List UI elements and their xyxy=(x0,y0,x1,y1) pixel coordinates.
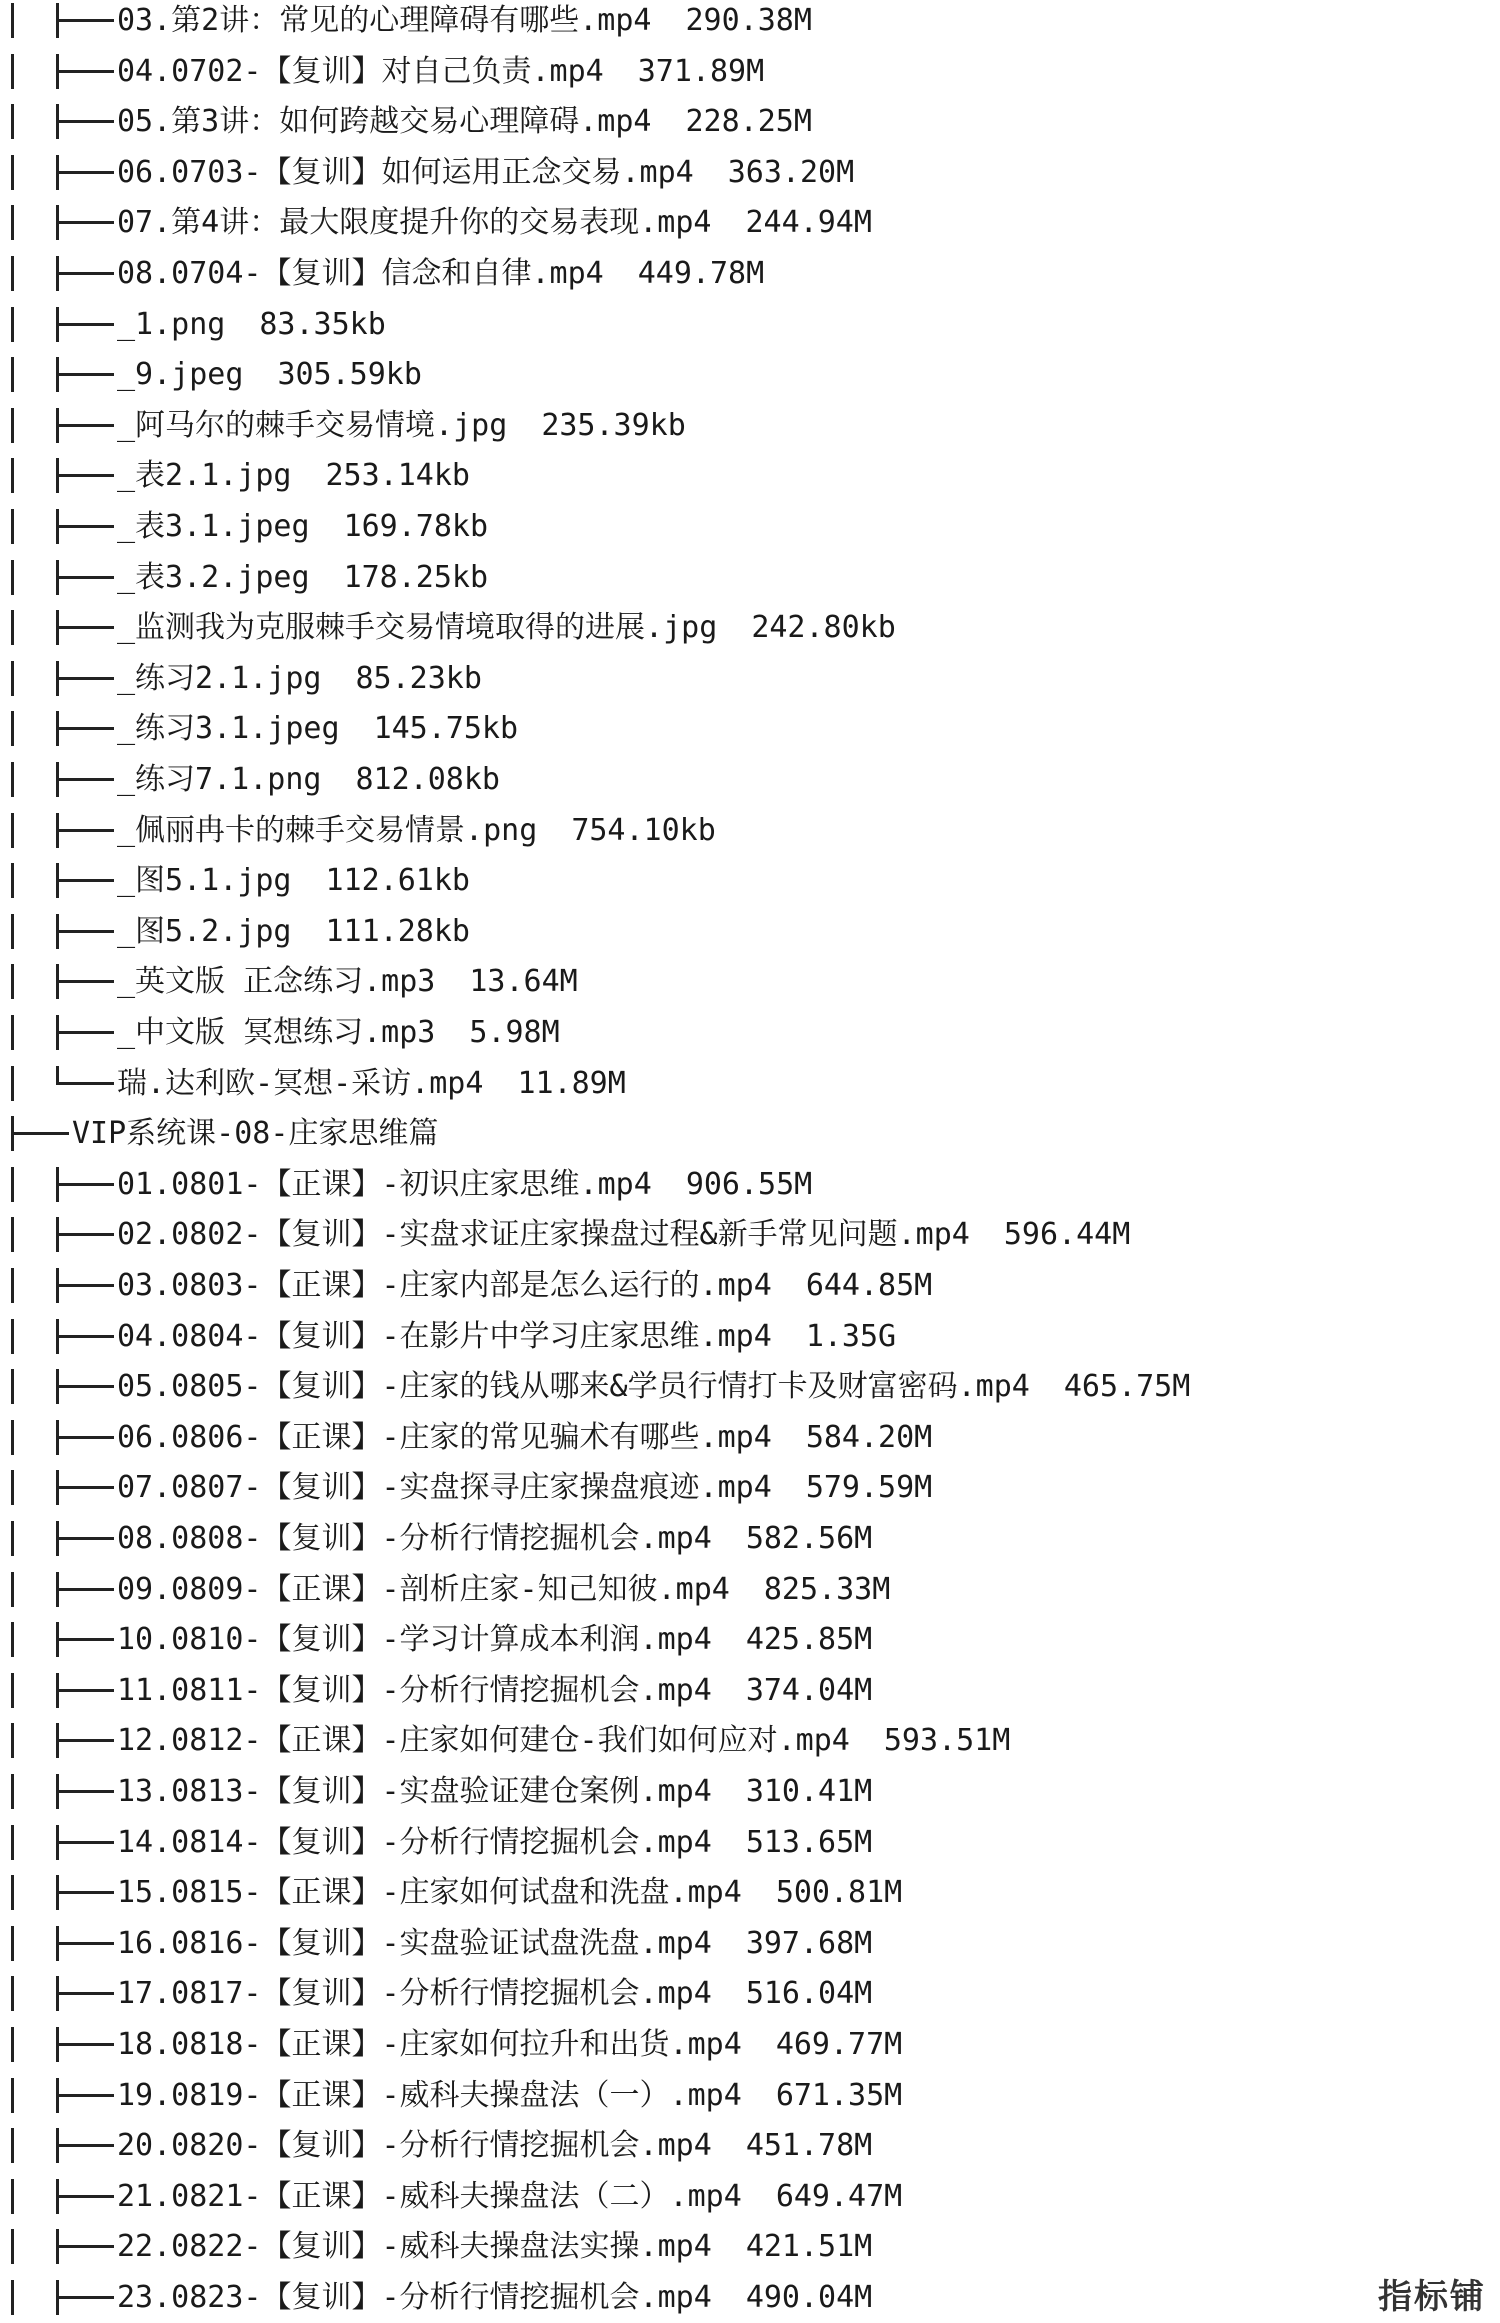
tree-file-row[interactable] xyxy=(0,906,1500,957)
tree-file-row[interactable] xyxy=(0,1159,1500,1210)
tree-file-row[interactable] xyxy=(0,197,1500,248)
file-entry-text xyxy=(117,1007,560,1058)
tree-file-row[interactable] xyxy=(0,96,1500,147)
tree-guide-line xyxy=(11,610,14,645)
tree-guide-line xyxy=(11,1470,14,1505)
file-name: 17.0817-【复训】-分析行情挖掘机会.mp4 xyxy=(117,1976,712,2012)
tree-file-row[interactable] xyxy=(0,602,1500,653)
tree-guide-line xyxy=(11,256,14,291)
file-name: 13.0813-【复训】-实盘验证建仓案例.mp4 xyxy=(117,1774,712,1809)
tree-file-row[interactable] xyxy=(0,0,1500,46)
file-entry-text xyxy=(117,46,764,97)
tree-guide-line xyxy=(11,1825,14,1860)
file-size: 584.20M xyxy=(805,1419,933,1455)
file-name: 05.0805-【复训】-庄家的钱从哪来&学员行情打卡及财富密码.mp4 xyxy=(117,1369,1030,1405)
file-size: 451.78M xyxy=(745,2128,873,2164)
tree-guide-line xyxy=(11,711,14,746)
file-entry-text xyxy=(117,248,764,299)
file-name: 08.0704-【复训】信念和自律.mp4 xyxy=(117,256,604,291)
file-name: 08.0808-【复训】-分析行情挖掘机会.mp4 xyxy=(117,1521,712,1556)
file-entry-text xyxy=(117,2070,902,2121)
file-entry-text xyxy=(117,2272,872,2323)
tree-folder-row[interactable] xyxy=(0,1108,1500,1159)
file-size: 1.35G xyxy=(805,1318,897,1354)
tree-file-row[interactable] xyxy=(0,1817,1500,1868)
file-size: 371.89M xyxy=(637,53,765,89)
file-entry-text xyxy=(117,2120,872,2171)
file-entry-text xyxy=(117,1867,902,1918)
tree-guide-line xyxy=(11,1774,14,1809)
file-entry-text xyxy=(117,197,872,248)
file-size: 178.25kb xyxy=(343,559,489,595)
file-name: _阿马尔的棘手交易情境.jpg xyxy=(117,407,508,443)
file-size: 83.35kb xyxy=(259,306,386,342)
tree-file-row[interactable] xyxy=(0,1564,1500,1615)
tree-file-row[interactable] xyxy=(0,2070,1500,2121)
tree-file-row[interactable] xyxy=(0,450,1500,501)
file-name: 12.0812-【正课】-庄家如何建仓-我们如何应对.mp4 xyxy=(117,1723,850,1759)
tree-guide-line xyxy=(11,1369,14,1404)
file-name: 04.0804-【复训】-在影片中学习庄家思维.mp4 xyxy=(117,1318,772,1354)
file-name: _图5.1.jpg xyxy=(117,863,292,899)
file-size: 85.23kb xyxy=(355,660,482,696)
tree-file-row[interactable] xyxy=(0,299,1500,350)
tree-file-row[interactable] xyxy=(0,1715,1500,1766)
tree-guide-line xyxy=(11,1420,14,1455)
tree-guide-line xyxy=(11,1572,14,1607)
file-size: 825.33M xyxy=(763,1571,891,1607)
tree-guide-line xyxy=(11,458,14,493)
tree-guide-line xyxy=(11,560,14,595)
file-name: 10.0810-【复训】-学习计算成本利润.mp4 xyxy=(117,1622,712,1658)
tree-file-row[interactable] xyxy=(0,248,1500,299)
file-entry-text xyxy=(117,1159,812,1210)
tree-guide-line xyxy=(11,155,14,190)
file-entry-text xyxy=(117,1614,872,1665)
tree-guide-line xyxy=(11,307,14,342)
file-size: 579.59M xyxy=(805,1470,933,1506)
tree-guide-line xyxy=(11,1926,14,1961)
file-name: 06.0806-【正课】-庄家的常见骗术有哪些.mp4 xyxy=(117,1419,772,1455)
file-size: 644.85M xyxy=(805,1268,933,1303)
tree-file-row[interactable] xyxy=(0,147,1500,198)
file-size: 253.14kb xyxy=(325,458,470,494)
file-size: 13.64M xyxy=(469,964,578,1000)
file-size: 582.56M xyxy=(745,1521,873,1556)
file-size: 112.61kb xyxy=(325,863,470,899)
tree-guide-line xyxy=(11,661,14,696)
file-name: _中文版 冥想练习.mp3 xyxy=(117,1015,436,1050)
tree-guide-line xyxy=(11,1167,14,1202)
tree-file-row[interactable] xyxy=(0,653,1500,704)
file-entry-text xyxy=(117,1209,1130,1260)
file-size: 242.80kb xyxy=(751,610,896,646)
tree-file-row[interactable] xyxy=(0,1007,1500,1058)
file-name: 21.0821-【正课】-威科夫操盘法（二）.mp4 xyxy=(117,2178,742,2214)
file-size: 593.51M xyxy=(883,1723,1011,1759)
tree-guide-line xyxy=(11,357,14,392)
file-size: 5.98M xyxy=(469,1015,560,1050)
file-size: 421.51M xyxy=(745,2229,873,2265)
file-entry-text xyxy=(117,501,488,552)
file-entry-text xyxy=(117,2019,902,2070)
tree-file-row[interactable] xyxy=(0,400,1500,451)
file-entry-text xyxy=(117,2171,902,2222)
tree-file-row[interactable] xyxy=(0,1614,1500,1665)
tree-guide-line xyxy=(11,1521,14,1556)
file-size: 397.68M xyxy=(745,1925,873,1961)
file-size: 516.04M xyxy=(745,1976,873,2012)
file-name: 16.0816-【复训】-实盘验证试盘洗盘.mp4 xyxy=(117,1925,712,1961)
tree-file-row[interactable] xyxy=(0,1361,1500,1412)
file-name: _9.jpeg xyxy=(117,357,244,393)
tree-file-row[interactable] xyxy=(0,1867,1500,1918)
file-name: 20.0820-【复训】-分析行情挖掘机会.mp4 xyxy=(117,2128,712,2164)
file-name: _1.png xyxy=(117,306,226,342)
file-entry-text xyxy=(117,1462,932,1513)
file-entry-text xyxy=(117,1311,896,1362)
tree-file-row[interactable] xyxy=(0,1209,1500,1260)
tree-guide-line xyxy=(11,863,14,898)
tree-guide-line xyxy=(11,2027,14,2062)
file-name: 07.第4讲：最大限度提升你的交易表现.mp4 xyxy=(117,205,712,241)
file-entry-text xyxy=(117,653,482,704)
file-size: 500.81M xyxy=(775,1875,903,1911)
tree-guide-line xyxy=(11,2229,14,2264)
file-name: _表3.2.jpeg xyxy=(117,559,310,595)
tree-guide-line xyxy=(11,1622,14,1657)
file-size: 671.35M xyxy=(775,2077,903,2113)
file-entry-text xyxy=(117,2221,872,2272)
file-size: 649.47M xyxy=(775,2178,903,2214)
tree-guide-line xyxy=(11,104,14,139)
file-entry-text xyxy=(117,96,812,147)
file-name: 03.0803-【正课】-庄家内部是怎么运行的.mp4 xyxy=(117,1268,772,1303)
tree-guide-line xyxy=(11,1319,14,1354)
tree-guide-line xyxy=(11,762,14,797)
file-entry-text xyxy=(117,754,500,805)
file-size: 374.04M xyxy=(745,1672,873,1708)
file-size: 228.25M xyxy=(685,104,812,140)
tree-file-row[interactable] xyxy=(0,855,1500,906)
file-entry-text xyxy=(117,805,716,856)
tree-file-row[interactable] xyxy=(0,2272,1500,2323)
tree-guide-line xyxy=(11,3,14,38)
file-entry-text xyxy=(117,1817,872,1868)
file-name: _佩丽冉卡的棘手交易情景.png xyxy=(117,812,538,848)
file-name: 瑞.达利欧-冥想-采访.mp4 xyxy=(117,1065,484,1101)
tree-file-row[interactable] xyxy=(0,1918,1500,1969)
file-entry-text xyxy=(117,1918,872,1969)
tree-file-row[interactable] xyxy=(0,501,1500,552)
tree-file-row[interactable] xyxy=(0,1311,1500,1362)
tree-file-row[interactable] xyxy=(0,2120,1500,2171)
file-entry-text xyxy=(117,602,896,653)
file-name: _练习7.1.png xyxy=(117,762,322,797)
file-name: _英文版 正念练习.mp3 xyxy=(117,964,436,1000)
file-name: 07.0807-【复训】-实盘探寻庄家操盘痕迹.mp4 xyxy=(117,1470,772,1506)
file-entry-text xyxy=(117,1766,872,1817)
tree-file-row[interactable] xyxy=(0,1260,1500,1311)
tree-guide-line xyxy=(11,2128,14,2163)
tree-guide-line xyxy=(11,205,14,240)
file-size: 169.78kb xyxy=(343,509,489,544)
file-size: 425.85M xyxy=(745,1622,873,1658)
file-entry-text xyxy=(117,703,518,754)
file-entry-text xyxy=(117,1715,1010,1766)
file-name: 06.0703-【复训】如何运用正念交易.mp4 xyxy=(117,154,694,190)
tree-file-row[interactable] xyxy=(0,1412,1500,1463)
tree-guide-line xyxy=(11,964,14,999)
tree-guide-line xyxy=(11,2280,14,2315)
file-size: 754.10kb xyxy=(571,812,716,848)
file-size: 145.75kb xyxy=(373,711,519,747)
file-name: 19.0819-【正课】-威科夫操盘法（一）.mp4 xyxy=(117,2077,742,2113)
file-entry-text xyxy=(117,1058,626,1109)
tree-file-row[interactable] xyxy=(0,956,1500,1007)
file-entry-text xyxy=(117,552,488,603)
file-name: _监测我为克服棘手交易情境取得的进展.jpg xyxy=(117,610,718,646)
tree-file-row[interactable] xyxy=(0,1513,1500,1564)
file-name: 15.0815-【正课】-庄家如何试盘和洗盘.mp4 xyxy=(117,1875,742,1911)
tree-guide-line xyxy=(11,408,14,443)
file-size: 244.94M xyxy=(745,205,872,241)
tree-guide-line xyxy=(11,914,14,949)
file-name: _练习3.1.jpeg xyxy=(117,711,340,747)
tree-file-row[interactable] xyxy=(0,805,1500,856)
file-name: _图5.2.jpg xyxy=(117,913,292,949)
file-entry-text xyxy=(117,906,470,957)
tree-guide-line xyxy=(11,1976,14,2011)
file-size: 490.04M xyxy=(745,2280,873,2315)
tree-guide-line xyxy=(11,1268,14,1303)
file-size: 11.89M xyxy=(517,1065,626,1101)
file-size: 449.78M xyxy=(637,256,765,291)
file-name: 02.0802-【复训】-实盘求证庄家操盘过程&新手常见问题.mp4 xyxy=(117,1217,970,1253)
file-entry-text xyxy=(117,855,470,906)
tree-file-row[interactable] xyxy=(0,1968,1500,2019)
file-name: 11.0811-【复训】-分析行情挖掘机会.mp4 xyxy=(117,1672,712,1708)
watermark-logo: 指标铺 xyxy=(1378,2277,1486,2317)
file-name: _练习2.1.jpg xyxy=(117,660,322,696)
folder-name: VIP系统课-08-庄家思维篇 xyxy=(72,1116,439,1152)
tree-guide-line xyxy=(11,813,14,848)
file-size: 290.38M xyxy=(685,3,812,38)
tree-guide-line xyxy=(11,509,14,544)
tree-guide-line xyxy=(11,1217,14,1252)
file-entry-text xyxy=(117,1513,872,1564)
file-size: 906.55M xyxy=(685,1166,813,1202)
tree-file-row[interactable] xyxy=(0,754,1500,805)
tree-guide-line xyxy=(11,1673,14,1708)
file-name: 05.第3讲：如何跨越交易心理障碍.mp4 xyxy=(117,104,652,140)
file-name: 22.0822-【复训】-威科夫操盘法实操.mp4 xyxy=(117,2229,712,2265)
tree-file-row[interactable] xyxy=(0,349,1500,400)
file-entry-text xyxy=(117,1361,1190,1412)
file-entry-text xyxy=(117,349,422,400)
file-name: 01.0801-【正课】-初识庄家思维.mp4 xyxy=(117,1166,652,1202)
file-entry-text xyxy=(117,299,386,350)
file-entry-text xyxy=(117,1564,890,1615)
file-name: 14.0814-【复训】-分析行情挖掘机会.mp4 xyxy=(117,1824,712,1860)
tree-file-row[interactable] xyxy=(0,2221,1500,2272)
file-entry-text xyxy=(117,147,854,198)
file-entry-text xyxy=(117,1412,932,1463)
file-size: 305.59kb xyxy=(277,357,422,393)
file-size: 596.44M xyxy=(1003,1217,1131,1253)
file-name: 03.第2讲：常见的心理障碍有哪些.mp4 xyxy=(117,3,652,38)
file-entry-text xyxy=(117,1260,932,1311)
tree-guide-line xyxy=(11,1015,14,1050)
tree-guide-line xyxy=(11,1875,14,1910)
tree-file-row[interactable] xyxy=(0,1766,1500,1817)
tree-file-row[interactable] xyxy=(0,1058,1500,1109)
tree-file-row[interactable] xyxy=(0,703,1500,754)
file-size: 469.77M xyxy=(775,2027,903,2062)
file-size: 235.39kb xyxy=(541,407,686,443)
file-name: 18.0818-【正课】-庄家如何拉升和出货.mp4 xyxy=(117,2027,742,2062)
file-size: 111.28kb xyxy=(325,913,470,949)
file-size: 465.75M xyxy=(1063,1369,1191,1405)
tree-guide-line xyxy=(11,1066,14,1101)
file-entry-text xyxy=(117,1665,872,1716)
file-size: 812.08kb xyxy=(355,762,500,797)
tree-guide-line xyxy=(11,2078,14,2113)
file-entry-text xyxy=(117,1968,872,2019)
tree-file-row[interactable] xyxy=(0,1665,1500,1716)
tree-file-row[interactable] xyxy=(0,1462,1500,1513)
file-entry-text xyxy=(117,450,470,501)
file-name: 09.0809-【正课】-剖析庄家-知己知彼.mp4 xyxy=(117,1571,730,1607)
tree-file-row[interactable] xyxy=(0,2019,1500,2070)
file-entry-text xyxy=(117,0,812,46)
file-name: 04.0702-【复训】对自己负责.mp4 xyxy=(117,53,604,89)
file-size: 363.20M xyxy=(727,154,855,190)
file-size: 513.65M xyxy=(745,1824,873,1860)
file-name: 23.0823-【复训】-分析行情挖掘机会.mp4 xyxy=(117,2280,712,2315)
tree-file-row[interactable] xyxy=(0,2171,1500,2222)
tree-guide-line xyxy=(11,54,14,89)
tree-guide-line xyxy=(11,2179,14,2214)
tree-guide-line xyxy=(11,1723,14,1758)
file-entry-text xyxy=(117,400,686,451)
file-name: _表2.1.jpg xyxy=(117,458,292,494)
file-size: 310.41M xyxy=(745,1774,873,1809)
tree-file-row[interactable] xyxy=(0,46,1500,97)
file-name: _表3.1.jpeg xyxy=(117,509,310,544)
tree-file-row[interactable] xyxy=(0,552,1500,603)
file-entry-text xyxy=(117,956,578,1007)
